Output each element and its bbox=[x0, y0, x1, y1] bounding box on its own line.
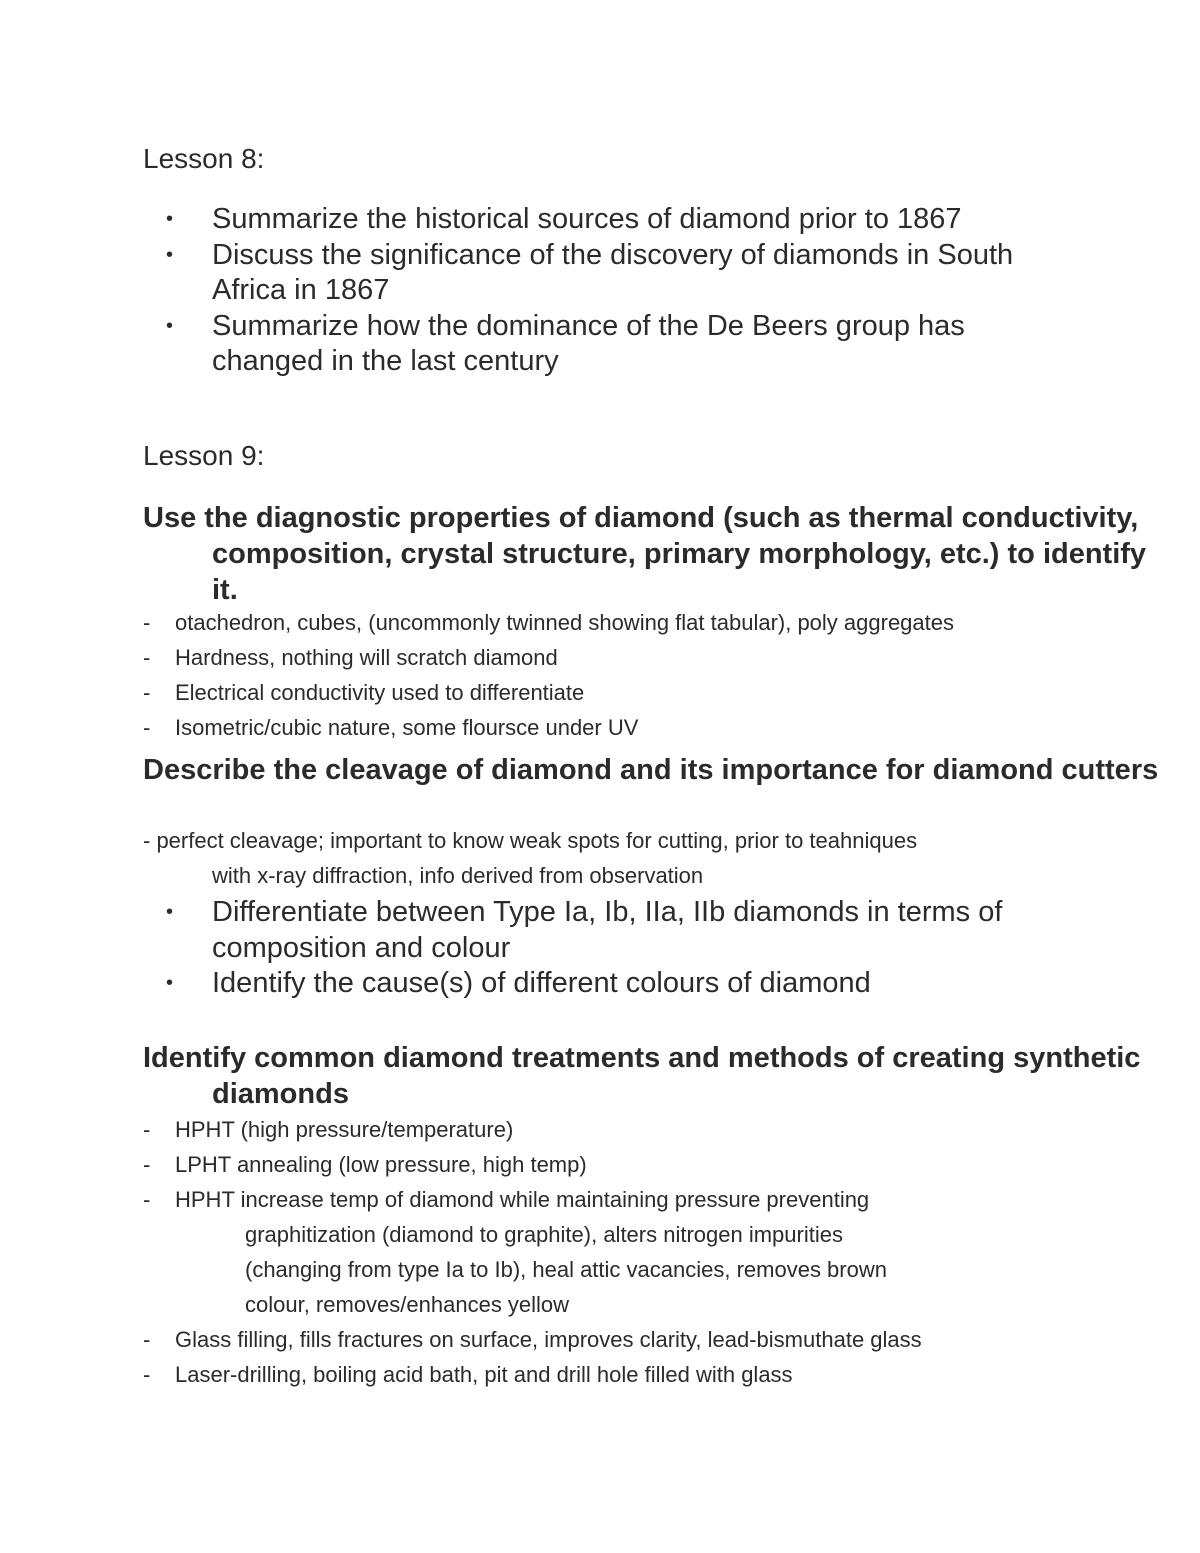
list-item-text: HPHT (high pressure/temperature) bbox=[175, 1117, 514, 1142]
dash-icon: - bbox=[143, 1187, 151, 1212]
bullet-icon: • bbox=[166, 972, 174, 994]
hpht-note-line-4: colour, removes/enhances yellow bbox=[245, 1292, 570, 1317]
list-item-text: Differentiate between Type Ia, Ib, IIa, IIb diamonds in terms of composition and colour bbox=[212, 896, 1003, 964]
bullet-icon: • bbox=[166, 243, 174, 266]
lesson-8-objectives bbox=[0, 202, 1200, 380]
list-item bbox=[0, 710, 1075, 745]
list-item-text: Summarize the historical sources of diamond prior to 1867 bbox=[212, 203, 962, 235]
list-item bbox=[0, 1112, 1075, 1147]
diagnostic-notes bbox=[0, 605, 1200, 745]
hpht-note-line-3: (changing from type Ia to Ib), heal attic vacancies, removes brown bbox=[245, 1257, 887, 1282]
list-item bbox=[0, 1357, 1075, 1392]
list-item bbox=[0, 966, 1052, 1002]
cleavage-objectives bbox=[0, 895, 1200, 1002]
list-item bbox=[0, 895, 1052, 966]
list-item-text: Isometric/cubic nature, some floursce under UV bbox=[175, 715, 639, 740]
dash-icon: - bbox=[143, 680, 151, 705]
list-item bbox=[0, 1147, 1075, 1182]
list-item bbox=[0, 640, 1075, 675]
objective-heading-diagnostic: Use the diagnostic properties of diamond (such as thermal conductivity, composition, crystal structure, primary morphology, etc.) to identify it. bbox=[143, 502, 1147, 606]
list-item bbox=[0, 675, 1075, 710]
cleavage-note-line-1: - perfect cleavage; important to know weak spots for cutting, prior to teahniques bbox=[143, 828, 918, 853]
list-item-text: Glass filling, fills fractures on surface, improves clarity, lead-bismuthate glass bbox=[175, 1327, 922, 1352]
list-item-text: LPHT annealing (low pressure, high temp) bbox=[175, 1152, 587, 1177]
list-item bbox=[0, 238, 1052, 309]
dash-icon: - bbox=[143, 645, 151, 670]
hpht-note-line-1: HPHT increase temp of diamond while maintaining pressure preventing bbox=[175, 1187, 870, 1212]
dash-icon: - bbox=[143, 1362, 151, 1387]
dash-icon: - bbox=[143, 1327, 151, 1352]
bullet-icon: • bbox=[166, 901, 174, 923]
dash-icon: - bbox=[143, 1152, 151, 1177]
hpht-note-line-2: graphitization (diamond to graphite), alters nitrogen impurities bbox=[245, 1222, 843, 1247]
list-item-text: Discuss the significance of the discovery of diamonds in South Africa in 1867 bbox=[212, 238, 1014, 306]
list-item-text: Hardness, nothing will scratch diamond bbox=[175, 645, 558, 670]
list-item bbox=[0, 1322, 1075, 1357]
list-item-text: Summarize how the dominance of the De Beers group has changed in the last century bbox=[212, 309, 965, 377]
list-item-text: Laser-drilling, boiling acid bath, pit and drill hole filled with glass bbox=[175, 1362, 793, 1387]
list-item bbox=[0, 202, 1052, 238]
treatment-notes bbox=[0, 1112, 1200, 1392]
dash-icon: - bbox=[143, 610, 151, 635]
list-item bbox=[0, 605, 1075, 640]
cleavage-note-line-2: with x-ray diffraction, info derived from observation bbox=[212, 863, 704, 888]
list-item bbox=[0, 309, 1052, 380]
bullet-icon: • bbox=[166, 208, 174, 230]
list-item-text: Electrical conductivity used to differentiate bbox=[175, 680, 585, 705]
lesson-8-heading: Lesson 8: bbox=[143, 143, 265, 174]
objective-heading-cleavage: Describe the cleavage of diamond and its importance for diamond cutters bbox=[143, 754, 1159, 786]
list-item-text: otachedron, cubes, (uncommonly twinned showing flat tabular), poly aggregates bbox=[175, 610, 955, 635]
list-item-text: Identify the cause(s) of different colours of diamond bbox=[212, 967, 871, 999]
bullet-icon: • bbox=[166, 314, 174, 337]
objective-heading-treatments: Identify common diamond treatments and methods of creating synthetic diamonds bbox=[143, 1042, 1141, 1110]
list-item bbox=[0, 1182, 1075, 1322]
dash-icon: - bbox=[143, 715, 151, 740]
lesson-9-heading: Lesson 9: bbox=[143, 440, 265, 471]
dash-icon: - bbox=[143, 1117, 151, 1142]
cleavage-note bbox=[143, 823, 1073, 893]
